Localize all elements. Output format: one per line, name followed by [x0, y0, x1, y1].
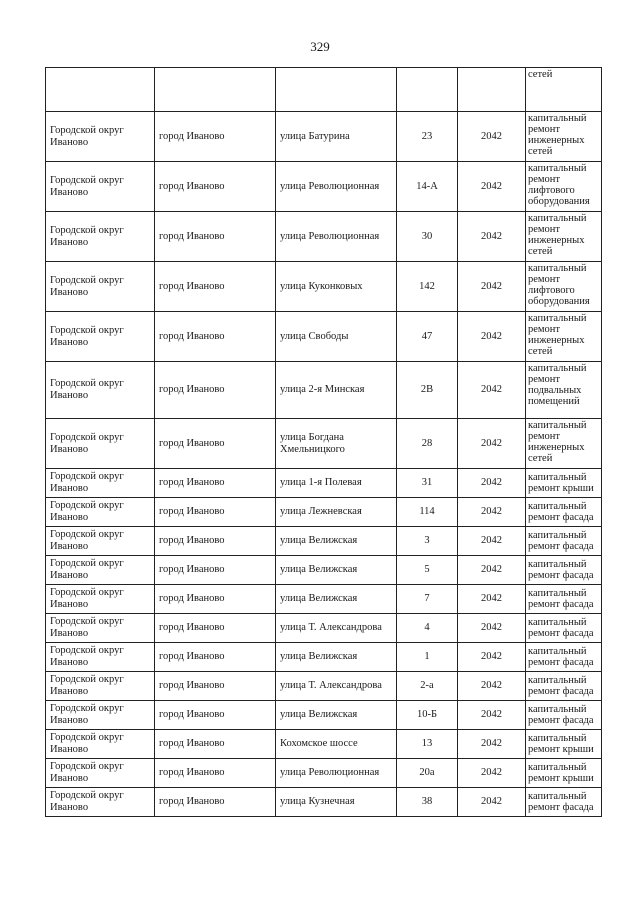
- year-cell: 2042: [458, 701, 526, 730]
- street-cell: улица Т. Александрова: [276, 672, 397, 701]
- year-cell: 2042: [458, 469, 526, 498]
- year-cell: 2042: [458, 730, 526, 759]
- table-row: [46, 759, 602, 788]
- year-cell: 2042: [458, 262, 526, 312]
- house-cell: 47: [397, 312, 458, 362]
- work-cell: капитальный ремонт лифтового оборудования: [526, 262, 602, 312]
- city-cell: город Иваново: [155, 759, 276, 788]
- house-cell: 2-а: [397, 672, 458, 701]
- district-cell: Городской округ Иваново: [46, 730, 155, 759]
- house-cell: 3: [397, 527, 458, 556]
- year-cell: 2042: [458, 788, 526, 817]
- city-cell: город Иваново: [155, 162, 276, 212]
- street-cell: улица Кузнечная: [276, 788, 397, 817]
- page-number: 329: [310, 39, 330, 54]
- city-cell: город Иваново: [155, 312, 276, 362]
- work-cell: капитальный ремонт фасада: [526, 788, 602, 817]
- district-cell: Городской округ Иваново: [46, 527, 155, 556]
- district-cell: Городской округ Иваново: [46, 212, 155, 262]
- year-cell: 2042: [458, 556, 526, 585]
- year-cell: [458, 68, 526, 112]
- house-cell: 28: [397, 419, 458, 469]
- street-cell: улица Велижская: [276, 701, 397, 730]
- table-row: [46, 527, 602, 556]
- year-cell: 2042: [458, 312, 526, 362]
- house-cell: 142: [397, 262, 458, 312]
- street-cell: улица Велижская: [276, 643, 397, 672]
- street-cell: улица Богдана Хмельницкого: [276, 419, 397, 469]
- year-cell: 2042: [458, 362, 526, 419]
- street-cell: улица Революционная: [276, 759, 397, 788]
- table-row: [46, 701, 602, 730]
- work-cell: капитальный ремонт инженерных сетей: [526, 212, 602, 262]
- district-cell: Городской округ Иваново: [46, 419, 155, 469]
- street-cell: улица 2-я Минская: [276, 362, 397, 419]
- year-cell: 2042: [458, 162, 526, 212]
- work-cell: капитальный ремонт фасада: [526, 614, 602, 643]
- table-row: [46, 362, 602, 419]
- house-cell: 114: [397, 498, 458, 527]
- district-cell: Городской округ Иваново: [46, 788, 155, 817]
- city-cell: [155, 68, 276, 112]
- city-cell: город Иваново: [155, 788, 276, 817]
- house-cell: 31: [397, 469, 458, 498]
- district-cell: Городской округ Иваново: [46, 262, 155, 312]
- work-cell: капитальный ремонт фасада: [526, 498, 602, 527]
- house-cell: 5: [397, 556, 458, 585]
- street-cell: улица Революционная: [276, 212, 397, 262]
- district-cell: Городской округ Иваново: [46, 362, 155, 419]
- house-cell: 10-Б: [397, 701, 458, 730]
- table-row: [46, 498, 602, 527]
- street-cell: улица Велижская: [276, 556, 397, 585]
- street-cell: улица Революционная: [276, 162, 397, 212]
- table-row: [46, 556, 602, 585]
- table-row: [46, 614, 602, 643]
- work-cell: капитальный ремонт инженерных сетей: [526, 419, 602, 469]
- district-cell: Городской округ Иваново: [46, 498, 155, 527]
- city-cell: город Иваново: [155, 672, 276, 701]
- district-cell: Городской округ Иваново: [46, 614, 155, 643]
- year-cell: 2042: [458, 759, 526, 788]
- house-cell: 13: [397, 730, 458, 759]
- house-cell: 1: [397, 643, 458, 672]
- city-cell: город Иваново: [155, 262, 276, 312]
- district-cell: [46, 68, 155, 112]
- street-cell: Кохомское шоссе: [276, 730, 397, 759]
- table-row: [46, 469, 602, 498]
- table-row: [46, 112, 602, 162]
- street-cell: улица Куконковых: [276, 262, 397, 312]
- district-cell: Городской округ Иваново: [46, 585, 155, 614]
- year-cell: 2042: [458, 498, 526, 527]
- work-cell: капитальный ремонт подвальных помещений: [526, 362, 602, 419]
- work-cell: капитальный ремонт фасада: [526, 672, 602, 701]
- table-row: [46, 312, 602, 362]
- year-cell: 2042: [458, 212, 526, 262]
- street-cell: улица Велижская: [276, 527, 397, 556]
- work-cell: капитальный ремонт фасада: [526, 527, 602, 556]
- street-cell: [276, 68, 397, 112]
- table-row: [46, 672, 602, 701]
- work-cell: капитальный ремонт фасада: [526, 585, 602, 614]
- district-cell: Городской округ Иваново: [46, 643, 155, 672]
- year-cell: 2042: [458, 527, 526, 556]
- city-cell: город Иваново: [155, 112, 276, 162]
- work-cell: капитальный ремонт фасада: [526, 701, 602, 730]
- work-cell: капитальный ремонт фасада: [526, 556, 602, 585]
- work-cell: капитальный ремонт инженерных сетей: [526, 112, 602, 162]
- city-cell: город Иваново: [155, 585, 276, 614]
- repair-schedule-table: [45, 67, 602, 817]
- district-cell: Городской округ Иваново: [46, 112, 155, 162]
- work-cell: капитальный ремонт крыши: [526, 730, 602, 759]
- city-cell: город Иваново: [155, 556, 276, 585]
- house-cell: [397, 68, 458, 112]
- district-cell: Городской округ Иваново: [46, 312, 155, 362]
- district-cell: Городской округ Иваново: [46, 701, 155, 730]
- year-cell: 2042: [458, 585, 526, 614]
- city-cell: город Иваново: [155, 498, 276, 527]
- city-cell: город Иваново: [155, 362, 276, 419]
- city-cell: город Иваново: [155, 469, 276, 498]
- street-cell: улица Т. Александрова: [276, 614, 397, 643]
- year-cell: 2042: [458, 672, 526, 701]
- work-cell: капитальный ремонт лифтового оборудования: [526, 162, 602, 212]
- district-cell: Городской округ Иваново: [46, 162, 155, 212]
- house-cell: 30: [397, 212, 458, 262]
- table-row: [46, 643, 602, 672]
- year-cell: 2042: [458, 614, 526, 643]
- district-cell: Городской округ Иваново: [46, 556, 155, 585]
- street-cell: улица 1-я Полевая: [276, 469, 397, 498]
- work-cell: капитальный ремонт фасада: [526, 643, 602, 672]
- city-cell: город Иваново: [155, 527, 276, 556]
- house-cell: 20а: [397, 759, 458, 788]
- table-row: [46, 262, 602, 312]
- street-cell: улица Велижская: [276, 585, 397, 614]
- year-cell: 2042: [458, 419, 526, 469]
- work-cell: капитальный ремонт крыши: [526, 759, 602, 788]
- house-cell: 14-А: [397, 162, 458, 212]
- city-cell: город Иваново: [155, 614, 276, 643]
- year-cell: 2042: [458, 643, 526, 672]
- city-cell: город Иваново: [155, 419, 276, 469]
- house-cell: 7: [397, 585, 458, 614]
- table-row: [46, 212, 602, 262]
- table-row: [46, 419, 602, 469]
- street-cell: улица Свободы: [276, 312, 397, 362]
- work-cell: капитальный ремонт крыши: [526, 469, 602, 498]
- city-cell: город Иваново: [155, 730, 276, 759]
- house-cell: 23: [397, 112, 458, 162]
- street-cell: улица Батурина: [276, 112, 397, 162]
- district-cell: Городской округ Иваново: [46, 759, 155, 788]
- house-cell: 38: [397, 788, 458, 817]
- house-cell: 2В: [397, 362, 458, 419]
- table-row: [46, 162, 602, 212]
- city-cell: город Иваново: [155, 701, 276, 730]
- work-cell: сетей: [526, 68, 602, 112]
- table-row: [46, 585, 602, 614]
- city-cell: город Иваново: [155, 643, 276, 672]
- house-cell: 4: [397, 614, 458, 643]
- city-cell: город Иваново: [155, 212, 276, 262]
- table-row-continuation: [46, 68, 602, 112]
- street-cell: улица Лежневская: [276, 498, 397, 527]
- table-row: [46, 788, 602, 817]
- work-cell: капитальный ремонт инженерных сетей: [526, 312, 602, 362]
- district-cell: Городской округ Иваново: [46, 469, 155, 498]
- district-cell: Городской округ Иваново: [46, 672, 155, 701]
- year-cell: 2042: [458, 112, 526, 162]
- table-row: [46, 730, 602, 759]
